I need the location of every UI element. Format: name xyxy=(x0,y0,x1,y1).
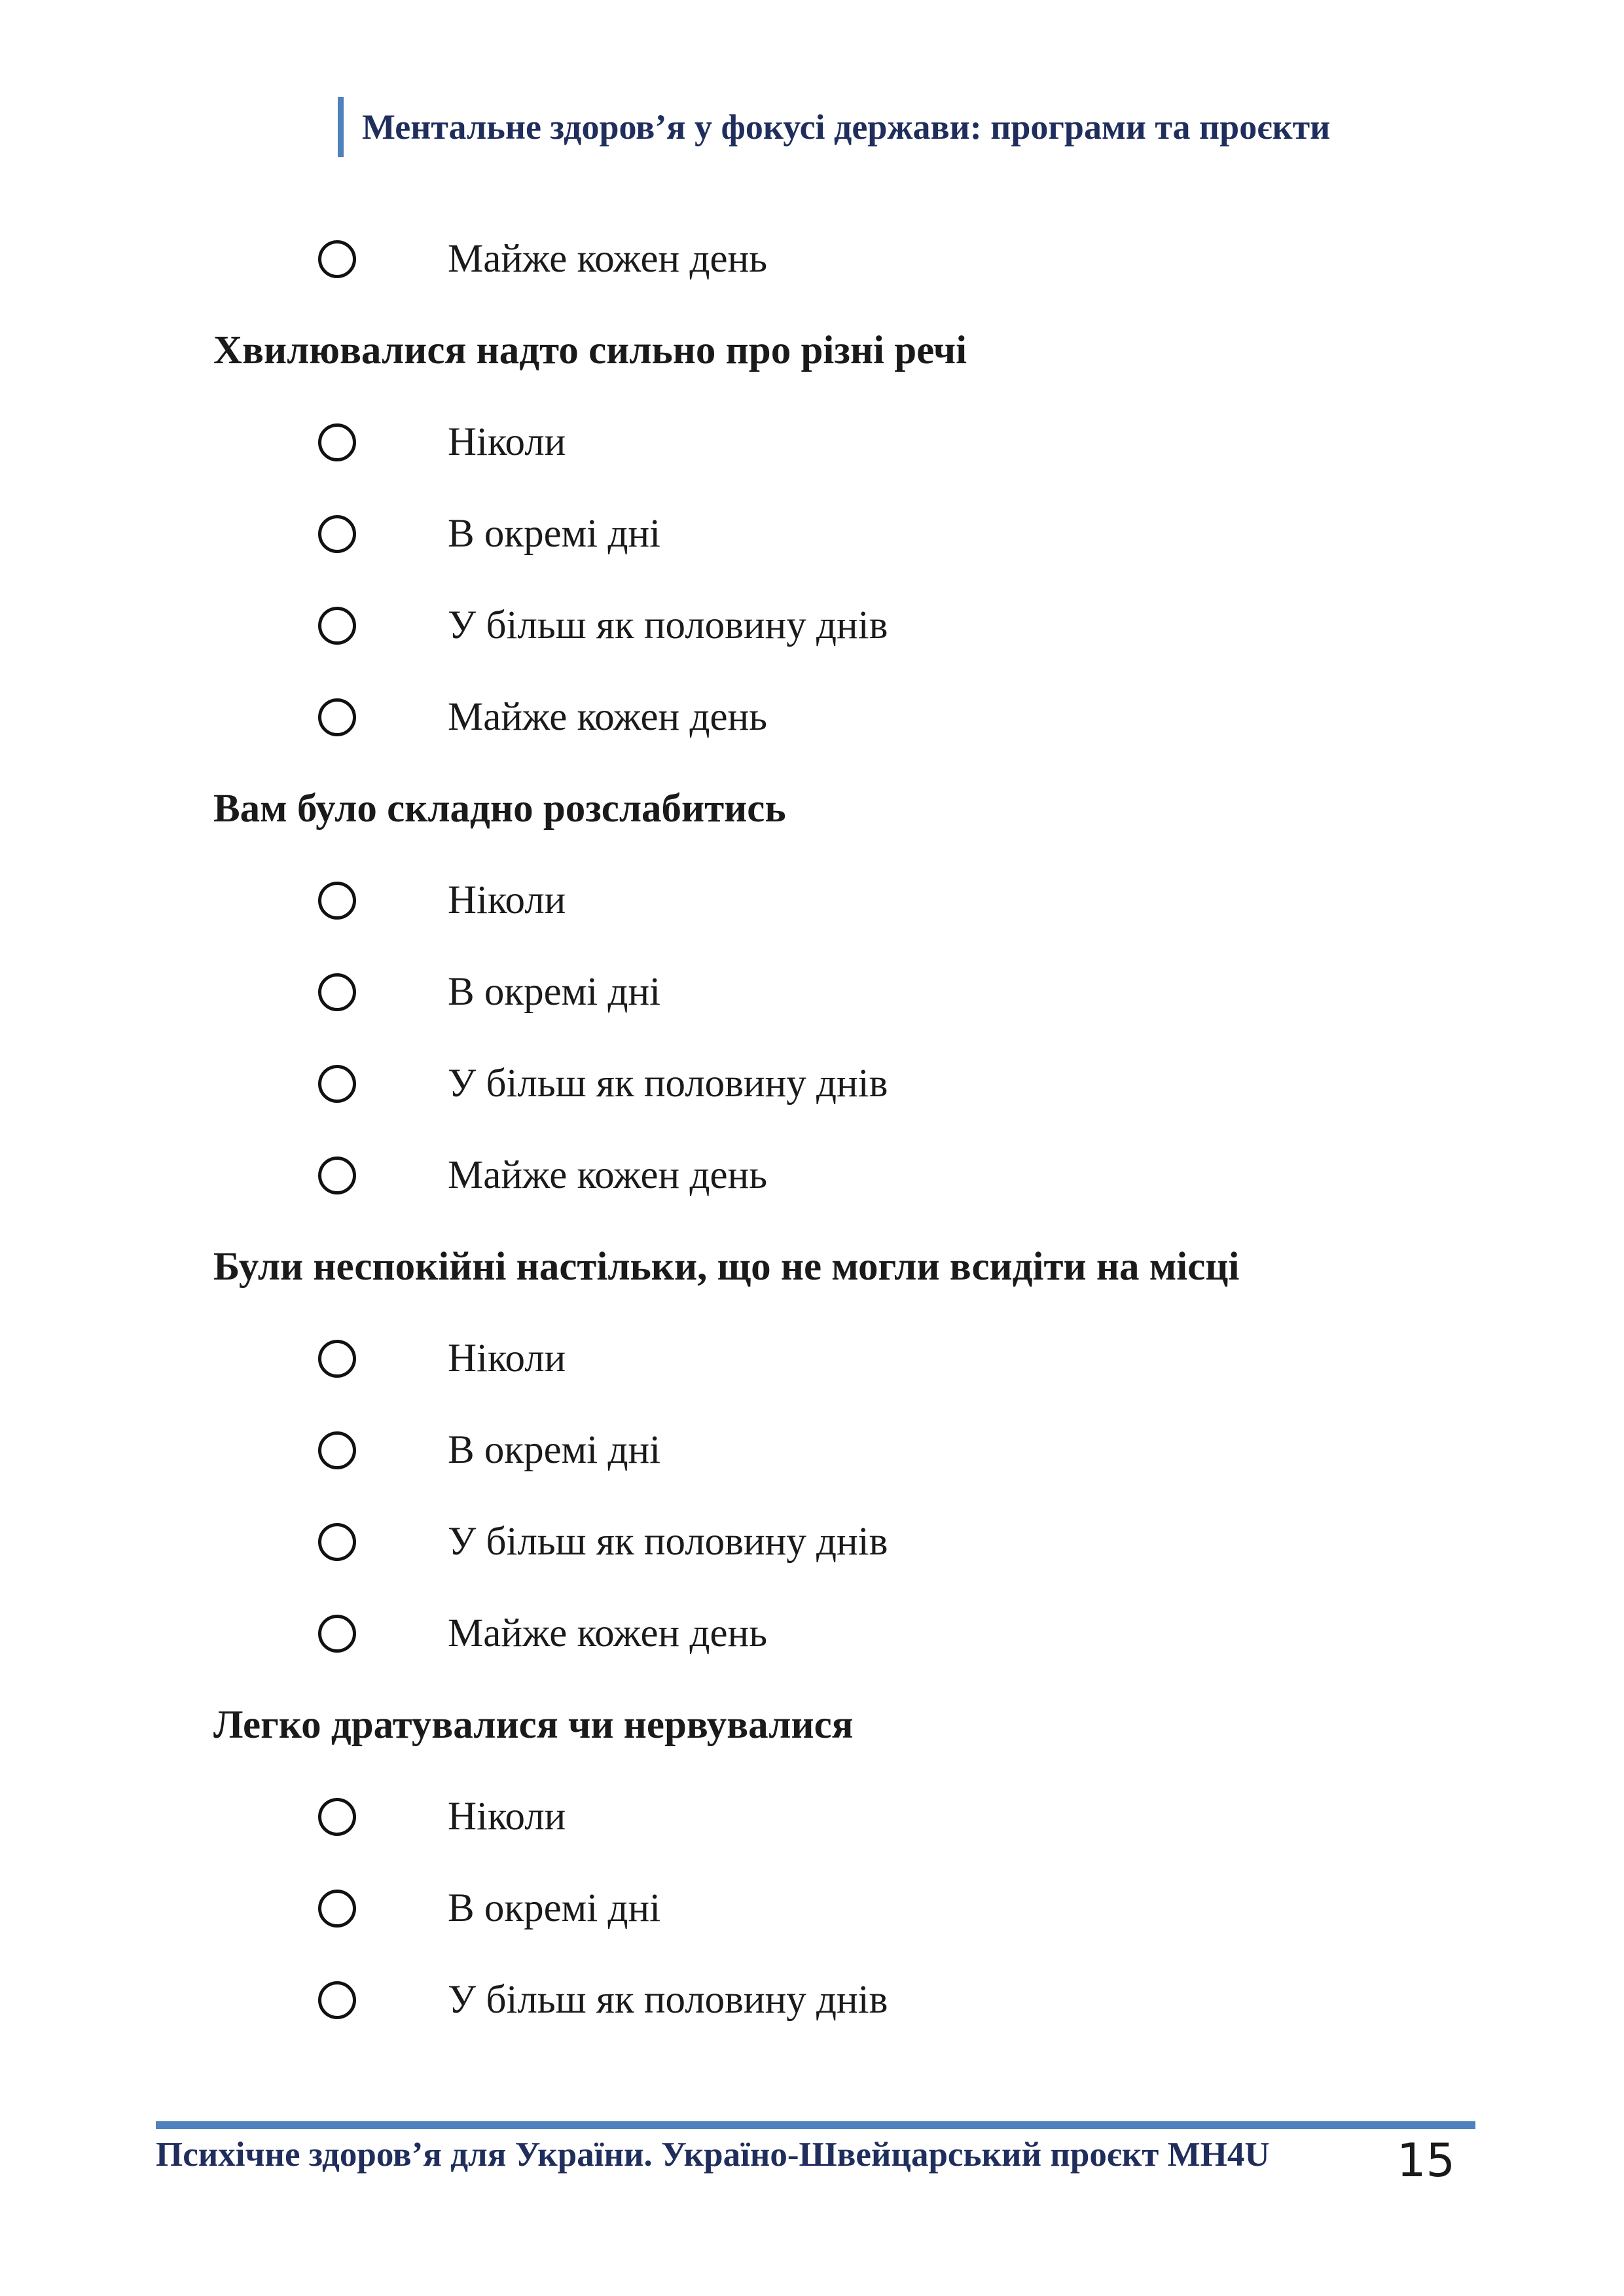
footer-divider xyxy=(156,2121,1475,2129)
radio-button[interactable] xyxy=(318,698,356,736)
radio-button[interactable] xyxy=(318,1065,356,1103)
radio-button[interactable] xyxy=(318,1340,356,1378)
radio-button[interactable] xyxy=(318,1523,356,1561)
radio-button[interactable] xyxy=(318,423,356,461)
option-label: Ніколи xyxy=(448,878,566,922)
option-row[interactable] xyxy=(318,1588,768,1679)
option-label: Ніколи xyxy=(448,1336,566,1380)
radio-button[interactable] xyxy=(318,1431,356,1469)
option-row[interactable] xyxy=(318,1863,661,1954)
question-heading: Вам було складно розслабитись xyxy=(213,787,786,831)
footer-title: Психічне здоров’я для України. Україно-Швейцарський проєкт MH4U xyxy=(156,2136,1270,2174)
header-title: Ментальне здоров’я у фокусі держави: програми та проєкти xyxy=(362,107,1331,147)
radio-button[interactable] xyxy=(318,882,356,920)
option-label: Майже кожен день xyxy=(448,1611,768,1655)
option-row[interactable] xyxy=(318,1038,888,1130)
option-label: Майже кожен день xyxy=(448,695,768,739)
option-label: У більш як половину днів xyxy=(448,1978,888,2022)
option-row[interactable] xyxy=(318,580,888,672)
option-row[interactable] xyxy=(318,213,768,305)
page-number: 15 xyxy=(1397,2134,1456,2187)
option-label: У більш як половину днів xyxy=(448,1520,888,1564)
radio-button[interactable] xyxy=(318,1798,356,1836)
option-label: У більш як половину днів xyxy=(448,1062,888,1105)
radio-button[interactable] xyxy=(318,240,356,278)
option-row[interactable] xyxy=(318,946,661,1038)
option-row[interactable] xyxy=(318,1313,566,1405)
option-label: Майже кожен день xyxy=(448,1153,768,1197)
radio-button[interactable] xyxy=(318,1157,356,1194)
option-row[interactable] xyxy=(318,397,566,488)
radio-button[interactable] xyxy=(318,973,356,1011)
option-row[interactable] xyxy=(318,488,661,580)
option-label: В окремі дні xyxy=(448,970,661,1014)
option-label: Майже кожен день xyxy=(448,237,768,281)
question-heading: Хвилювалися надто сильно про різні речі xyxy=(213,329,967,372)
option-row[interactable] xyxy=(318,1771,566,1863)
radio-button[interactable] xyxy=(318,607,356,645)
option-label: В окремі дні xyxy=(448,1428,661,1472)
option-label: В окремі дні xyxy=(448,1886,661,1930)
radio-button[interactable] xyxy=(318,515,356,553)
option-label: Ніколи xyxy=(448,1795,566,1839)
radio-button[interactable] xyxy=(318,1890,356,1928)
option-row[interactable] xyxy=(318,1405,661,1496)
question-heading: Легко дратувалися чи нервувалися xyxy=(213,1703,854,1747)
option-row[interactable] xyxy=(318,1496,888,1588)
radio-button[interactable] xyxy=(318,1615,356,1653)
option-row[interactable] xyxy=(318,855,566,946)
option-row[interactable] xyxy=(318,672,768,763)
option-label: У більш як половину днів xyxy=(448,603,888,647)
option-label: Ніколи xyxy=(448,420,566,464)
question-heading: Були неспокійні настільки, що не могли всидіти на місці xyxy=(213,1245,1240,1289)
radio-button[interactable] xyxy=(318,1981,356,2019)
option-row[interactable] xyxy=(318,1954,888,2046)
running-header xyxy=(338,97,1330,157)
option-label: В окремі дні xyxy=(448,512,661,556)
option-row[interactable] xyxy=(318,1130,768,1221)
